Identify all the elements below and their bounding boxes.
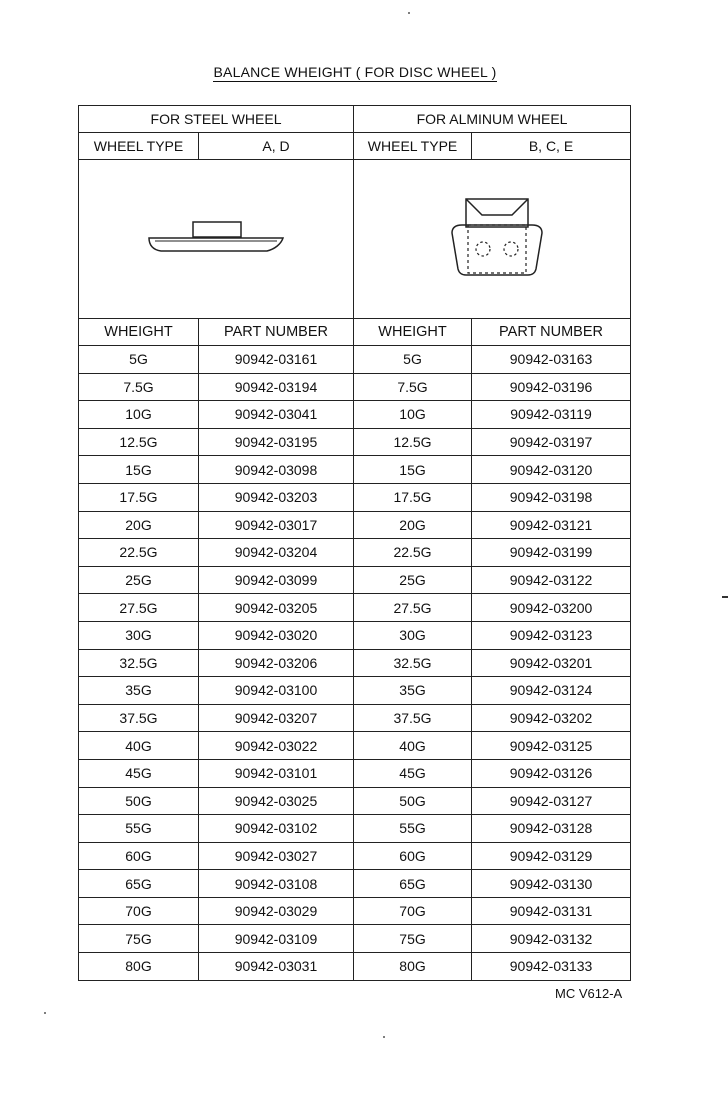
steel-part-number-cell: 90942-03102 [199, 815, 354, 843]
aluminum-weight-column-header: WHEIGHT [354, 319, 472, 346]
steel-part-number-cell: 90942-03206 [199, 649, 354, 677]
steel-weight-cell: 32.5G [79, 649, 199, 677]
table-row [79, 732, 631, 760]
aluminum-weight-cell: 55G [354, 815, 472, 843]
table-row [79, 428, 631, 456]
figure-code: MC V612-A [555, 986, 623, 1001]
aluminum-part-number-cell: 90942-03199 [472, 539, 631, 567]
table-row [79, 704, 631, 732]
table-row [79, 953, 631, 981]
table-row [79, 787, 631, 815]
steel-wheel-type-label: WHEEL TYPE [79, 133, 199, 160]
steel-weight-cell: 50G [79, 787, 199, 815]
steel-weight-cell: 17.5G [79, 483, 199, 511]
aluminum-weight-cell: 25G [354, 566, 472, 594]
table-row [79, 649, 631, 677]
table-row [79, 759, 631, 787]
aluminum-part-number-cell: 90942-03130 [472, 870, 631, 898]
aluminum-weight-cell: 70G [354, 897, 472, 925]
steel-weight-cell: 55G [79, 815, 199, 843]
aluminum-part-number-column-header: PART NUMBER [472, 319, 631, 346]
aluminum-weight-cell: 12.5G [354, 428, 472, 456]
steel-weight-cell: 20G [79, 511, 199, 539]
balance-weight-table [78, 105, 631, 981]
table-row [79, 539, 631, 567]
aluminum-part-number-cell: 90942-03123 [472, 621, 631, 649]
aluminum-weight-cell: 17.5G [354, 483, 472, 511]
steel-clip-weight-icon [141, 208, 291, 268]
steel-part-number-cell: 90942-03194 [199, 373, 354, 401]
steel-part-number-cell: 90942-03101 [199, 759, 354, 787]
steel-part-number-cell: 90942-03041 [199, 401, 354, 429]
steel-weight-cell: 27.5G [79, 594, 199, 622]
steel-part-number-cell: 90942-03099 [199, 566, 354, 594]
aluminum-weight-cell: 10G [354, 401, 472, 429]
steel-part-number-cell: 90942-03031 [199, 953, 354, 981]
steel-part-number-cell: 90942-03161 [199, 346, 354, 374]
aluminum-part-number-cell: 90942-03131 [472, 897, 631, 925]
table-row [79, 621, 631, 649]
aluminum-weight-cell: 22.5G [354, 539, 472, 567]
steel-weight-cell: 65G [79, 870, 199, 898]
steel-weight-cell: 22.5G [79, 539, 199, 567]
aluminum-part-number-cell: 90942-03132 [472, 925, 631, 953]
aluminum-part-number-cell: 90942-03120 [472, 456, 631, 484]
aluminum-part-number-cell: 90942-03197 [472, 428, 631, 456]
steel-weight-cell: 80G [79, 953, 199, 981]
aluminum-weight-cell: 65G [354, 870, 472, 898]
steel-weight-cell: 12.5G [79, 428, 199, 456]
aluminum-weight-cell: 32.5G [354, 649, 472, 677]
steel-wheel-type-value: A, D [199, 133, 354, 160]
aluminum-part-number-cell: 90942-03127 [472, 787, 631, 815]
aluminum-part-number-cell: 90942-03124 [472, 677, 631, 705]
steel-weight-illustration-cell [79, 160, 354, 319]
aluminum-part-number-cell: 90942-03200 [472, 594, 631, 622]
aluminum-weight-cell: 50G [354, 787, 472, 815]
aluminum-part-number-cell: 90942-03201 [472, 649, 631, 677]
steel-part-number-cell: 90942-03025 [199, 787, 354, 815]
steel-weight-column-header: WHEIGHT [79, 319, 199, 346]
table-row [79, 566, 631, 594]
aluminum-part-number-cell: 90942-03125 [472, 732, 631, 760]
table-row [79, 842, 631, 870]
steel-weight-cell: 70G [79, 897, 199, 925]
aluminum-part-number-cell: 90942-03122 [472, 566, 631, 594]
aluminum-wheel-header: FOR ALMINUM WHEEL [354, 106, 631, 133]
table-row [79, 373, 631, 401]
aluminum-weight-cell: 7.5G [354, 373, 472, 401]
table-row [79, 815, 631, 843]
steel-weight-cell: 5G [79, 346, 199, 374]
aluminum-weight-cell: 80G [354, 953, 472, 981]
steel-part-number-cell: 90942-03022 [199, 732, 354, 760]
title-text: BALANCE WHEIGHT ( FOR DISC WHEEL ) [213, 64, 497, 80]
margin-tick-mark [722, 596, 728, 598]
aluminum-wheel-type-value: B, C, E [472, 133, 631, 160]
steel-weight-cell: 35G [79, 677, 199, 705]
table-row [79, 483, 631, 511]
steel-part-number-cell: 90942-03195 [199, 428, 354, 456]
scan-speck [408, 12, 410, 14]
steel-weight-cell: 30G [79, 621, 199, 649]
steel-part-number-cell: 90942-03203 [199, 483, 354, 511]
aluminum-weight-cell: 20G [354, 511, 472, 539]
aluminum-part-number-cell: 90942-03163 [472, 346, 631, 374]
aluminum-part-number-cell: 90942-03133 [472, 953, 631, 981]
table-row [79, 897, 631, 925]
scan-speck [44, 1012, 46, 1014]
steel-part-number-cell: 90942-03108 [199, 870, 354, 898]
table-row [79, 401, 631, 429]
steel-part-number-cell: 90942-03027 [199, 842, 354, 870]
table-row [79, 594, 631, 622]
aluminum-part-number-cell: 90942-03198 [472, 483, 631, 511]
table-row [79, 456, 631, 484]
steel-part-number-cell: 90942-03020 [199, 621, 354, 649]
steel-part-number-cell: 90942-03109 [199, 925, 354, 953]
steel-part-number-cell: 90942-03029 [199, 897, 354, 925]
aluminum-part-number-cell: 90942-03121 [472, 511, 631, 539]
aluminum-adhesive-weight-icon [432, 193, 552, 283]
aluminum-part-number-cell: 90942-03119 [472, 401, 631, 429]
steel-part-number-cell: 90942-03098 [199, 456, 354, 484]
aluminum-wheel-type-label: WHEEL TYPE [354, 133, 472, 160]
steel-weight-cell: 40G [79, 732, 199, 760]
steel-weight-cell: 37.5G [79, 704, 199, 732]
aluminum-weight-cell: 45G [354, 759, 472, 787]
aluminum-weight-cell: 40G [354, 732, 472, 760]
steel-weight-cell: 25G [79, 566, 199, 594]
aluminum-part-number-cell: 90942-03128 [472, 815, 631, 843]
steel-weight-cell: 45G [79, 759, 199, 787]
steel-part-number-cell: 90942-03017 [199, 511, 354, 539]
steel-part-number-column-header: PART NUMBER [199, 319, 354, 346]
aluminum-weight-cell: 75G [354, 925, 472, 953]
steel-part-number-cell: 90942-03205 [199, 594, 354, 622]
table-row [79, 925, 631, 953]
aluminum-weight-cell: 30G [354, 621, 472, 649]
table-row [79, 511, 631, 539]
table-row [79, 346, 631, 374]
table-row [79, 870, 631, 898]
steel-part-number-cell: 90942-03207 [199, 704, 354, 732]
aluminum-weight-cell: 5G [354, 346, 472, 374]
document-title [0, 64, 710, 80]
steel-wheel-header: FOR STEEL WHEEL [79, 106, 354, 133]
steel-weight-cell: 60G [79, 842, 199, 870]
steel-weight-cell: 10G [79, 401, 199, 429]
steel-part-number-cell: 90942-03204 [199, 539, 354, 567]
aluminum-weight-cell: 60G [354, 842, 472, 870]
steel-part-number-cell: 90942-03100 [199, 677, 354, 705]
aluminum-weight-cell: 15G [354, 456, 472, 484]
aluminum-part-number-cell: 90942-03126 [472, 759, 631, 787]
scan-speck [383, 1036, 385, 1038]
aluminum-weight-cell: 35G [354, 677, 472, 705]
table-row [79, 677, 631, 705]
aluminum-part-number-cell: 90942-03196 [472, 373, 631, 401]
aluminum-weight-cell: 37.5G [354, 704, 472, 732]
steel-weight-cell: 75G [79, 925, 199, 953]
steel-weight-cell: 15G [79, 456, 199, 484]
aluminum-weight-cell: 27.5G [354, 594, 472, 622]
aluminum-part-number-cell: 90942-03202 [472, 704, 631, 732]
aluminum-weight-illustration-cell [354, 160, 631, 319]
aluminum-part-number-cell: 90942-03129 [472, 842, 631, 870]
steel-weight-cell: 7.5G [79, 373, 199, 401]
